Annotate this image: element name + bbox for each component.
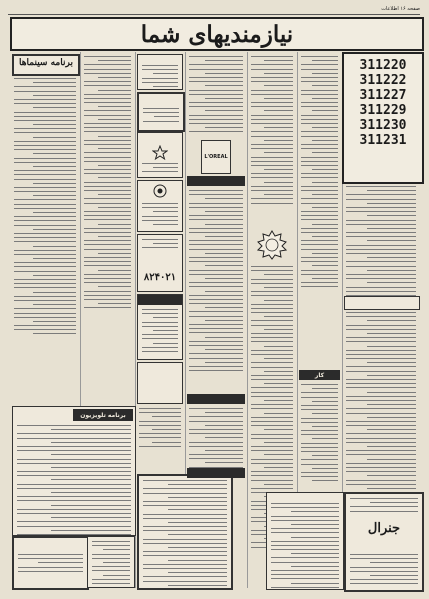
ad-box-4 <box>137 180 183 232</box>
phone-number: 311229 <box>359 103 407 118</box>
column-misc <box>185 52 248 588</box>
ad1-text <box>142 65 178 90</box>
small-ad-bottom-text <box>92 541 130 587</box>
loreal-logo: L'OREAL <box>204 154 228 160</box>
english-job-ad <box>266 492 344 590</box>
ad6-title <box>138 363 182 365</box>
column-ads-text <box>139 408 181 450</box>
right-column-heading <box>344 296 420 310</box>
ad2-text <box>143 108 179 125</box>
loreal-ad <box>201 140 231 174</box>
column-right-text-1 <box>346 186 416 299</box>
star-icon <box>152 145 168 161</box>
badge-icon <box>257 230 287 260</box>
general-heading: جنرال <box>367 521 401 536</box>
ad-box-2 <box>137 92 185 132</box>
ad2-title <box>139 94 183 95</box>
english-ad-text <box>271 503 339 590</box>
ad-box-6-text <box>142 309 178 355</box>
ad-box-5 <box>137 234 183 292</box>
ad-box-1 <box>137 54 183 90</box>
small-ad-bottom <box>87 536 135 588</box>
phone-number: 311220 <box>359 58 407 73</box>
page-folio <box>8 4 420 15</box>
restaurant-ad <box>12 536 89 590</box>
ad4-number: ۸۲۴۰۲۱ <box>143 272 177 283</box>
phone-number: 311227 <box>359 88 407 103</box>
phone-numbers-box <box>342 52 424 184</box>
ad3-text <box>142 163 178 176</box>
phone-number: 311230 <box>359 118 407 133</box>
misc-heading-3 <box>187 468 245 478</box>
banner-title: نیازمندیهای شما <box>140 20 294 48</box>
cinema-heading-box <box>12 54 80 76</box>
column-work-text-2 <box>301 384 338 485</box>
general-ad <box>344 492 424 592</box>
tv-program-box <box>12 406 136 536</box>
tv-listings <box>17 425 131 536</box>
column-work-text-1 <box>301 56 338 291</box>
cinema-heading: برنامه سینماها <box>19 58 73 68</box>
ad-box-3 <box>137 132 183 178</box>
folio-right: صفحه ۱۶ اطلاعات <box>381 6 420 12</box>
column-misc-text-3 <box>189 408 243 475</box>
ad-box-4-text <box>142 203 178 228</box>
cinema-listings <box>14 78 76 338</box>
column-misc-text-1 <box>189 56 243 136</box>
english-ad-heading <box>267 493 343 495</box>
cinema-listings-2 <box>84 56 131 311</box>
general-ad-text-2 <box>350 554 418 588</box>
phone-number: 311231 <box>359 133 407 148</box>
general-ad-text-1 <box>350 498 418 515</box>
column-misc-text-2 <box>189 190 243 374</box>
ad-box-5-text <box>142 239 178 252</box>
ad-box-7 <box>137 362 183 404</box>
misc-heading-2 <box>187 394 245 404</box>
emblem-icon <box>152 183 168 199</box>
work-heading: کار <box>299 370 340 380</box>
misc-heading-1 <box>187 176 245 186</box>
ad5-title <box>138 295 182 305</box>
column-center-text-1 <box>251 56 293 207</box>
restaurant-heading <box>14 538 87 541</box>
classifieds-banner <box>10 17 424 51</box>
tv-heading: برنامه تلویزیون <box>73 409 133 421</box>
restaurant-text <box>18 554 83 575</box>
ad-box-6 <box>137 294 183 360</box>
phone-number: 311222 <box>359 73 407 88</box>
